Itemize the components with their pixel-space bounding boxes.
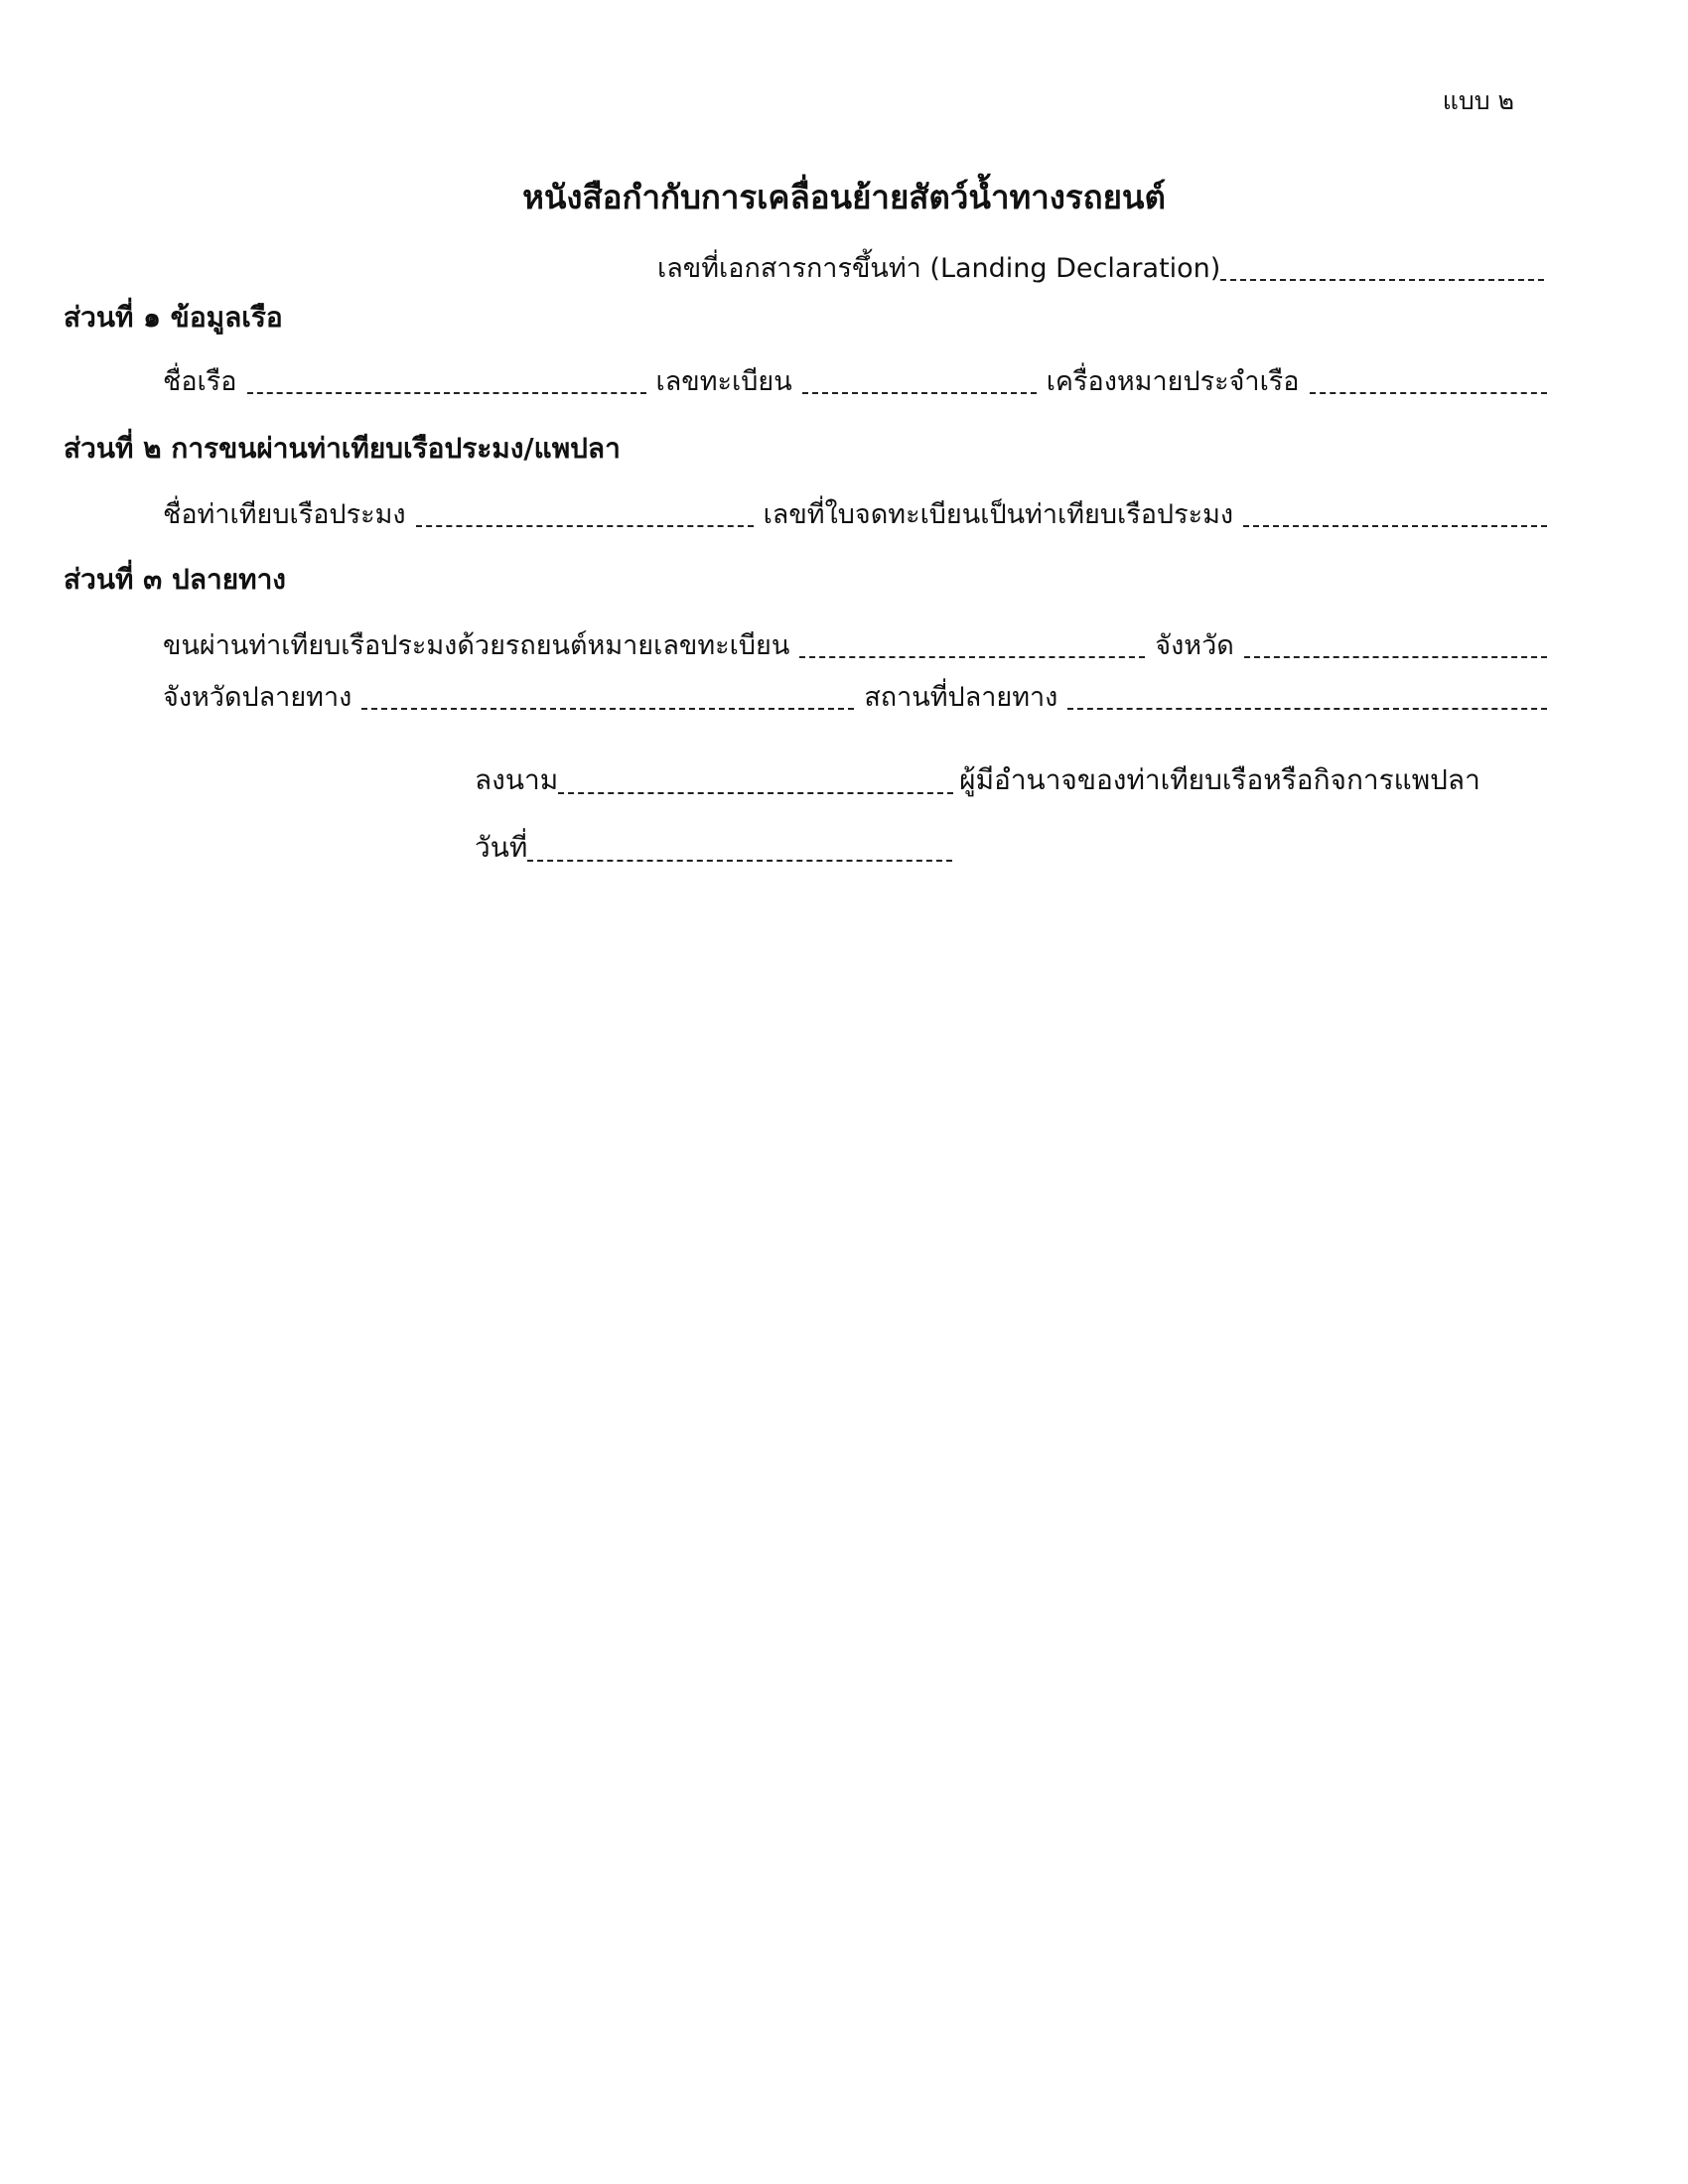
date-row <box>475 826 952 870</box>
vehicle-plate-field[interactable] <box>799 656 1145 658</box>
landing-declaration-row <box>657 246 1544 289</box>
landing-declaration-label: เลขที่เอกสารการขึ้นท่า (Landing Declaration) <box>657 253 1221 284</box>
document-title: หนังสือกำกับการเคลื่อนย้ายสัตว์น้ำทางรถยนต์ <box>522 178 1166 216</box>
section-2-heading: ส่วนที่ ๒ การขนผ่านท่าเทียบเรือประมง/แพปลา <box>64 432 621 465</box>
section-3-heading: ส่วนที่ ๓ ปลายทาง <box>64 563 286 596</box>
port-registration-label: เลขที่ใบจดทะเบียนเป็นท่าเทียบเรือประมง <box>763 499 1234 530</box>
registration-no-field[interactable] <box>802 392 1037 394</box>
port-name-field[interactable] <box>416 525 754 527</box>
sign-label: ลงนาม <box>475 763 559 796</box>
destination-province-field[interactable] <box>361 708 854 710</box>
port-registration-field[interactable] <box>1243 525 1547 527</box>
registration-no-label: เลขทะเบียน <box>655 366 792 397</box>
section-1-heading: ส่วนที่ ๑ ข้อมูลเรือ <box>64 301 283 334</box>
section-1-fields <box>163 359 1547 402</box>
vehicle-plate-label: ขนผ่านท่าเทียบเรือประมงด้วยรถยนต์หมายเลขทะเบียน <box>163 630 790 661</box>
signature-field[interactable] <box>558 792 953 794</box>
province-field[interactable] <box>1244 656 1547 658</box>
date-field[interactable] <box>527 860 952 862</box>
authority-label: ผู้มีอำนาจของท่าเทียบเรือหรือกิจการแพปลา <box>959 763 1480 796</box>
port-name-label: ชื่อท่าเทียบเรือประมง <box>163 499 406 530</box>
destination-province-label: จังหวัดปลายทาง <box>163 682 352 713</box>
province-label: จังหวัด <box>1155 630 1234 661</box>
vessel-marking-field[interactable] <box>1310 392 1547 394</box>
date-label: วันที่ <box>475 831 528 864</box>
section-3-vehicle-row <box>163 623 1547 666</box>
signature-row <box>475 758 1480 802</box>
vessel-marking-label: เครื่องหมายประจำเรือ <box>1046 366 1300 397</box>
destination-place-field[interactable] <box>1067 708 1547 710</box>
section-3-destination-row <box>163 675 1547 718</box>
landing-declaration-field[interactable] <box>1220 279 1544 281</box>
vessel-name-label: ชื่อเรือ <box>163 366 237 397</box>
vessel-name-field[interactable] <box>247 392 646 394</box>
destination-place-label: สถานที่ปลายทาง <box>864 682 1058 713</box>
section-2-fields <box>163 492 1547 535</box>
form-code: แบบ ๒ <box>1442 86 1514 115</box>
